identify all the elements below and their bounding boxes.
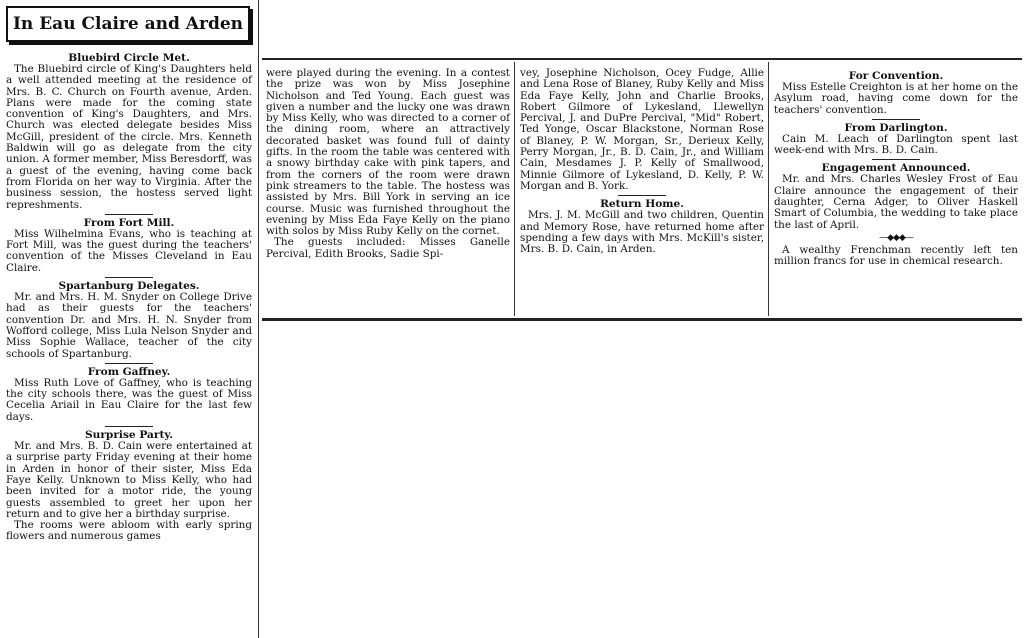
section-heading: For Convention. (848, 70, 944, 82)
article-paragraph: A wealthy Frenchman recently left ten million francs for use in chemical research. (774, 243, 1018, 268)
column-divider-left (258, 0, 259, 638)
article-column-3 (520, 68, 764, 255)
divider-rule (105, 426, 153, 427)
article-paragraph: Mrs. J. M. McGill and two children, Quentin and Memory Rose, have returned home after spending a few days with Mrs. McKill's sister, Mrs. B. D. Cain, in Arden. (520, 209, 764, 256)
section-heading: Spartanburg Delegates. (58, 280, 200, 293)
article-paragraph: were played during the evening. In a contest the prize was won by Miss Josephine Nicholson and Ted Young. Each guest was given a number and the lucky one was drawn by Miss Kelly, who was directed to a corner of the dining room, where an attractively decorated basket was found full of dainty gifts. In the room the table was centered with a snowy birthday cake with pink tapers, and from the corners of the room were drawn pink streamers to the table. The hostess was assisted by Mrs. Bill York in serving an ice course. Music was furnished throughout the evening by Miss Eda Faye Kelly on the piano with solos by Miss Ruby Kelly on the cornet. (266, 67, 510, 238)
section-heading: Bluebird Circle Met. (68, 52, 190, 64)
section-title: In Eau Claire and Arden (12, 14, 244, 34)
article-paragraph: The rooms were abloom with early spring flowers and numerous games (6, 519, 252, 543)
article-paragraph: Miss Wilhelmina Evans, who is teaching at Fort Mill, was the guest during the teachers' convention of the Misses Cleveland in Eau Claire. (6, 227, 252, 274)
section-heading: Return Home. (600, 198, 684, 211)
article-paragraph: Cain M. Leach of Darlington spent last week-end with Mrs. B. D. Cain. (774, 132, 1018, 157)
article-paragraph: vey, Josephine Nicholson, Ocey Fudge, Allie and Lena Rose of Blaney, Ruby Kelly and Miss Eda Faye Kelly, John and Charlie Brooks, Robert Gilmore of Lykesland, Llewellyn Percival, J. and DuPre Percival, "Mid" Robert, Ted Yonge, Oscar Blackstone, Norman Rose of Blaney, P. W. Morgan, Sr., Derieux Kelly, Perry Morgan, Jr., B. D. Cain, Jr., and William Cain, Mesdames J. P. Kelly of Smallwood, Minnie Gilmore of Lykesland, D. Kelly, P. W. Morgan and B. York. (520, 67, 764, 192)
section-heading: Surprise Party. (85, 429, 173, 442)
section-heading: From Fort Mill. (83, 216, 175, 229)
article-paragraph: Mr. and Mrs. H. M. Snyder on College Drive had as their guests for the teachers' convention Dr. and Mrs. H. N. Snyder from Wofford college, Miss Lula Nelson Snyder and Miss Sophie Wallace, teacher of the city schools of Spartanburg. (6, 291, 252, 360)
divider-rule (872, 119, 920, 120)
article-paragraph: The guests included: Misses Ganelle Percival, Edith Brooks, Sadie Spi- (266, 236, 510, 260)
section-heading: From Gaffney. (87, 365, 171, 378)
ornament-divider-icon: —◆◆◆— (879, 232, 913, 243)
section-title-box (6, 6, 250, 42)
divider-rule (105, 214, 153, 215)
article-column-2 (266, 68, 510, 260)
section-heading: From Darlington. (844, 121, 948, 134)
column-divider-3 (768, 62, 769, 316)
article-paragraph: Miss Ruth Love of Gaffney, who is teaching the city schools there, was the guest of Miss Cecelia Ariail in Eau Claire for the last few days. (6, 376, 252, 423)
divider-rule (872, 159, 920, 160)
article-paragraph: Mr. and Mrs. Charles Wesley Frost of Eau Claire announce the engagement of their daughter, Cerna Adger, to Oliver Haskell Smart of Columbia, the wedding to take place the last of April. (774, 173, 1018, 231)
column-divider-2 (514, 62, 515, 316)
top-rule (262, 58, 1022, 60)
section-heading: Engagement Announced. (821, 162, 971, 175)
divider-rule (618, 195, 666, 196)
article-paragraph: Miss Estelle Creighton is at her home on the Asylum road, having come down for the teachers' convention. (774, 81, 1018, 116)
divider-rule (105, 277, 153, 278)
article-paragraph: The Bluebird circle of King's Daughters held a well attended meeting at the residence of Mrs. B. C. Church on Fourth avenue, Arden. Plans were made for the coming state convention of King's Daughters, and Mrs. Church was elected delegate besides Miss McGill, president of the circle. Mrs. Kenneth Baldwin will go as delegate from the city union. A former member, Miss Beresdorff, was a guest of the evening, having come back from Florida on her way to Virginia. After the business session, the hostess served light represhments. (6, 63, 252, 211)
bottom-rule (262, 318, 1022, 321)
article-column-4 (774, 68, 1018, 268)
article-paragraph: Mr. and Mrs. B. D. Cain were entertained at a surprise party Friday evening at their home in Arden in honor of their sister, Miss Eda Faye Kelly. Unknown to Miss Kelly, who had been invited for a motor ride, the young guests assembled to greet her upon her return and to give her a birthday surprise. (6, 440, 252, 520)
article-column-1 (6, 50, 252, 543)
divider-rule (105, 363, 153, 364)
